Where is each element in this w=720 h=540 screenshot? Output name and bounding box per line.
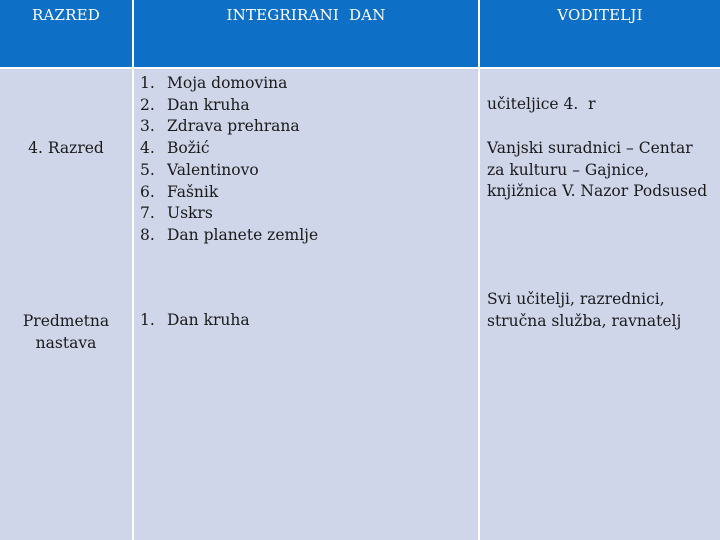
list-item-number: 8. xyxy=(140,225,155,244)
header-cell-integrirani-dan xyxy=(134,0,478,67)
list-item-number: 3. xyxy=(140,117,155,136)
list-item-label: Moja domovina xyxy=(167,74,288,92)
list-item-number: 2. xyxy=(140,95,155,114)
voditelji-line: stručna služba, ravnatelj xyxy=(487,311,682,330)
header-cell-voditelji xyxy=(480,0,720,67)
voditelji-vanjski-suradnici xyxy=(487,138,707,203)
list-item-label: Dan planete zemlje xyxy=(167,225,319,244)
list-item-label: Zdrava prehrana xyxy=(167,117,300,136)
razred-predmetna-nastava xyxy=(0,311,132,354)
razred-line: nastava xyxy=(35,333,97,352)
list-item-label: Fašnik xyxy=(167,182,219,201)
list-item xyxy=(134,160,318,182)
list-item xyxy=(134,116,318,138)
list-item xyxy=(134,73,318,95)
list-item-number: 5. xyxy=(140,160,155,179)
list-item-label: Božić xyxy=(167,139,210,158)
integrirani-dan-list-predmetna xyxy=(134,310,250,332)
list-item-number: 7. xyxy=(140,204,155,223)
razred-line: Predmetna xyxy=(22,312,110,330)
list-item-label: Dan kruha xyxy=(167,95,250,114)
header-razred: RAZRED xyxy=(31,6,101,24)
header-integrirani-dan: INTEGRIRANI DAN xyxy=(226,6,386,24)
list-item-number: 1. xyxy=(140,311,155,329)
list-item-label: Uskrs xyxy=(167,204,213,223)
list-item xyxy=(134,203,318,225)
list-item-label: Dan kruha xyxy=(167,311,250,329)
list-item xyxy=(134,182,318,204)
voditelji-line: knjižnica V. Nazor Podsused xyxy=(487,182,708,201)
list-item xyxy=(134,138,318,160)
voditelji-line: za kulturu – Gajnice, xyxy=(487,160,650,179)
list-item-label: Valentinovo xyxy=(167,160,259,179)
voditelji-predmetna xyxy=(487,289,681,332)
list-item xyxy=(134,225,318,247)
list-item xyxy=(134,95,318,117)
integrirani-dan-list-4-razred xyxy=(134,73,318,247)
list-item-number: 6. xyxy=(140,182,155,201)
list-item xyxy=(134,310,250,332)
razred-4: 4. Razred xyxy=(28,139,104,157)
header-cell-razred xyxy=(0,0,132,67)
voditelji-ucitelji: učiteljice 4. r xyxy=(487,95,596,113)
list-item-number: 1. xyxy=(140,74,155,92)
voditelji-line: Vanjski suradnici – Centar xyxy=(487,139,693,157)
header-voditelji: VODITELJI xyxy=(557,6,643,24)
list-item-number: 4. xyxy=(140,139,155,158)
voditelji-line: Svi učitelji, razrednici, xyxy=(487,290,665,308)
